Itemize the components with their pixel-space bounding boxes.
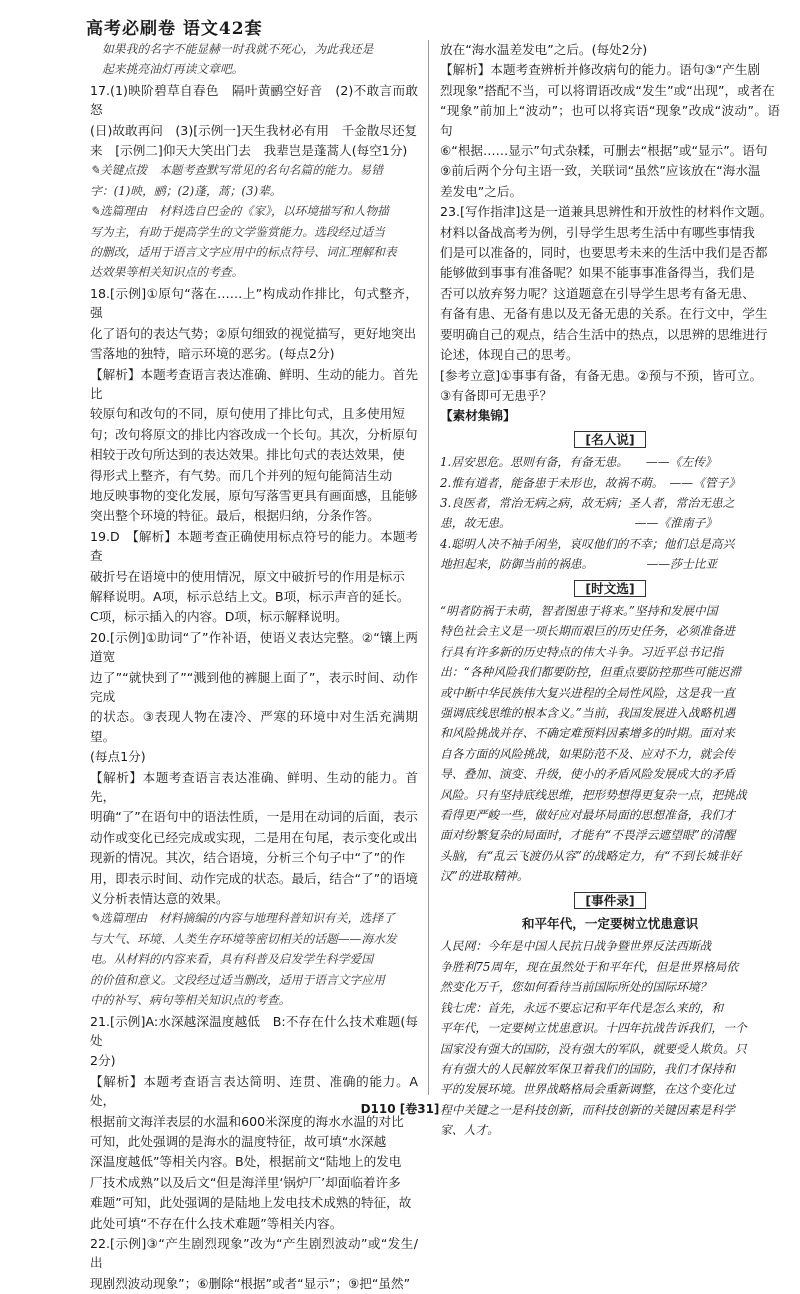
left-line: 中的补写、病句等相关知识点的考查。: [90, 993, 291, 1008]
right-line: 患，故无患。 ——《淮南子》: [440, 516, 718, 531]
left-line: 动作或变化已经完成或实现，二是用在句尾，表示变化或出: [90, 829, 418, 845]
right-line: 自各方面的风险挑战，如果防范不及、应对不力，就会传: [440, 746, 735, 761]
right-line: 看得更严峻一些，做好应对最坏局面的思想准备，我们才: [440, 808, 735, 823]
left-line: 2分): [90, 1053, 116, 1069]
left-line: 相较于改句所达到的表达效果。排比句式的表达效果，使: [90, 447, 405, 463]
right-line: 有有强大的人民解放军保卫着我们的国防，我们才保持和: [440, 1061, 735, 1076]
right-line: 强调底线思维的根本含义。”当前，我国发展进入战略机遇: [440, 706, 736, 720]
right-line: 争胜利75周年，现在虽然处于和平年代，但是世界格局依: [440, 959, 739, 974]
left-line: 义分析表情达意的效果。: [90, 891, 229, 907]
right-line: 地担起来，防御当前的祸患。 ——莎士比亚: [440, 557, 718, 572]
left-line: 17.(1)映阶碧草自春色 隔叶黄鹂空好音 (2)不敢言而敢怒: [90, 82, 418, 118]
right-line: 【解析】本题考查辨析并修改病句的能力。语句③“产生剧: [440, 62, 761, 78]
left-line: 较原句和改句的不同，原句使用了排比句式，且多使用短: [90, 406, 405, 422]
right-line: 差发电”之后。: [440, 183, 523, 199]
left-line: 字：(1)映，鹂；(2)蓬，蒿；(3)辈。: [90, 183, 282, 198]
right-line: ③有备即可无患乎？: [440, 387, 553, 403]
left-line: 得形式上整齐，有气势。而几个并列的短句能简洁生动: [90, 467, 393, 483]
left-line: C项，标示插入的内容。D项，标示解释说明。: [90, 609, 348, 625]
right-line: 们是可以准备的，同时，也要思考未来的生活中我们是否都: [440, 245, 768, 261]
left-line: 根据前文海洋表层的水温和600米深度的海水水温的对比: [90, 1113, 404, 1129]
right-line: 论述，体现自己的思考。: [440, 347, 579, 363]
left-line: 的价值和意义。文段经过适当删改，适用于语言文字应用: [90, 972, 385, 987]
left-line: 突出整个环境的特征。最后，根据归纳，分条作答。: [90, 508, 380, 524]
left-line: 电。从材料的内容来看，具有科普及启发学生科学爱国: [90, 952, 374, 967]
right-line: 【素材集锦】: [440, 408, 516, 424]
left-line: 21.[示例]A:水深越深温度越低 B:不存在什么技术难题(每处: [90, 1013, 418, 1048]
left-line: 化了语句的表达气势；②原句细致的视觉描写，更好地突出: [90, 325, 417, 341]
right-line: 材料以备战高考为例，引导学生思考生活中有哪些事情我: [440, 224, 755, 240]
right-line: “明者防祸于未萌，智者图患于将来。”坚持和发展中国: [440, 603, 718, 618]
left-line: 此处可填“不存在什么技术难题”等相关内容。: [90, 1215, 343, 1231]
left-line: 起来挑亮油灯再读文章吧。: [102, 62, 244, 77]
right-line: 钱七虎：首先，永远不要忘记和平年代是怎么来的，和: [440, 1000, 724, 1015]
left-line: ✎选篇理由 材料选自巴金的《家》，以环境描写和人物描: [90, 204, 389, 219]
right-line: 人民网：今年是中国人民抗日战争暨世界反法西斯战: [440, 939, 712, 954]
right-line: 3.良医者，常治无病之病，故无病；圣人者，常治无患之: [440, 495, 735, 510]
left-line: 解释说明。A项，标示总结上文。B项，标示声音的延长。: [90, 588, 410, 604]
right-line: “现象”前加上“波动”；也可以将宾语“现象”改成“波动”。语句: [440, 103, 780, 138]
left-line: 地反映事物的变化发展，原句写落雪更具有画面感，且能够: [90, 487, 418, 503]
left-line: 【解析】本题考查语言表达简明、连贯、准确的能力。A处，: [90, 1073, 418, 1109]
left-line: 的状态。③表现人物在凄冷、严寒的环境中对生活充满期望。: [90, 709, 418, 744]
right-line: 能够做到事事有准备呢？如果不能事事准备得当，我们是: [440, 265, 755, 281]
left-line: (每点1分): [90, 749, 146, 765]
right-line: 23.[写作指津]这是一道兼具思辨性和开放性的材料作文题。: [440, 204, 773, 220]
right-line: 要明确自己的观点，结合生活中的热点，以思辨的思维进行: [440, 326, 768, 342]
left-line: 深温度越低”等相关内容。B处，根据前文“陆地上的发电: [90, 1154, 402, 1170]
column-divider: [428, 40, 429, 1095]
right-line: 有备有患、无备有患以及无备无患的关系。在行文中，学生: [440, 306, 768, 322]
left-line: 用，即表示时间、动作完成的状态。最后，结合“了”的语境: [90, 870, 418, 886]
left-line: 如果我的名字不能显赫一时我就不死心，为此我还是: [102, 42, 374, 56]
left-line: 写为主，有助于提高学生的文学鉴赏能力。选段经过适当: [90, 224, 385, 239]
right-line: [参考立意]①事事有备，有备无患。②预与不预，皆可立。: [440, 367, 763, 383]
right-line: 风险。只有坚持底线思维，把形势想得更复杂一点，把挑战: [440, 787, 747, 802]
left-line: 与大气、环境、人类生存环境等密切相关的话题——海水发: [90, 931, 397, 946]
left-line: 厂技术成熟”以及后文“但是海洋里‘锅炉厂’却面临着许多: [90, 1174, 401, 1190]
right-line: 行具有许多新的历史特点的伟大斗争。习近平总书记指: [440, 644, 724, 659]
right-line: 程中关键之一是科技创新，而科技创新的关键因素是科学: [440, 1102, 735, 1117]
left-line: 【解析】本题考查语言表达准确、鲜明、生动的能力。首先比: [90, 366, 418, 401]
left-line: 18.[示例]①原句“落在……上”构成动作排比，句式整齐，强: [90, 285, 418, 321]
left-line: 现剧烈波动现象”；⑥删除“根据”或者“显示”；⑨把“虽然”: [90, 1275, 411, 1291]
right-line: 4.聪明人决不袖手闲坐，哀叹他们的不幸；他们总是高兴: [440, 536, 735, 551]
right-line: 平年代，一定要树立忧患意识。十四年抗战告诉我们，一个: [440, 1021, 747, 1036]
right-line: 2.惟有道者，能备患于未形也，故祸不萌。 ——《管子》: [440, 475, 741, 490]
left-line: 明确“了”在语句中的语法性质，一是用在动词的后面，表示: [90, 809, 418, 825]
right-line: 家、人才。: [440, 1123, 499, 1138]
right-column: [440, 40, 780, 1142]
right-line: 特色社会主义是一项长期而艰巨的历史任务，必须准备进: [440, 624, 735, 639]
left-line: ✎关键点拨 本题考查默写常见的名句名篇的能力。易错: [90, 163, 384, 178]
left-line: 句；改句将原文的排比内容改成一个长句。其次，分析原句: [90, 426, 418, 442]
left-line: 19.D 【解析】本题考查正确使用标点符号的能力。本题考查: [90, 528, 418, 564]
left-line: 达效果等相关知识点的考查。: [90, 265, 244, 280]
right-line: ⑥“根据……显示”句式杂糅，可删去“根据”或“显示”。语句: [440, 143, 768, 159]
right-line: 然变化万千，您如何看待当前国际所处的国际环境？: [440, 980, 712, 995]
page-header: 高考必刷卷 语文42套: [86, 19, 263, 39]
left-line: 的删改，适用于语言文字应用中的标点符号、词汇理解和表: [90, 245, 397, 260]
right-line: [事件录]: [440, 891, 780, 910]
left-line: ✎选篇理由 材料摘编的内容与地理科普知识有关，选择了: [90, 911, 395, 926]
right-line: 面对纷繁复杂的局面时，才能有“不畏浮云遮望眼”的清醒: [440, 828, 736, 843]
left-line: 现新的情况。其次，结合语境，分析三个句子中“了”的作: [90, 850, 406, 866]
left-line: 可知，此处强调的是海水的温度特征，故可填“水深越: [90, 1133, 387, 1149]
right-line: 汉”的进取精神。: [440, 869, 529, 884]
left-line: 来 [示例二]仰天大笑出门去 我辈岂是蓬蒿人(每空1分): [90, 143, 408, 159]
left-line: 20.[示例]①助词“了”作补语，使语义表达完整。②“镶上两道宽: [90, 629, 418, 665]
right-line: 和风险挑战并存、不确定难预料因素增多的时期。面对来: [440, 726, 735, 741]
right-line: [时文选]: [440, 579, 780, 598]
right-line: 出：“各种风险我们都要防控，但重点要防控那些可能迟滞: [440, 665, 741, 680]
right-line: 国家没有强大的国防，没有强大的军队，就要受人欺负。只: [440, 1041, 747, 1056]
right-line: 否可以放弃努力呢？这道题意在引导学生思考有备无患、: [440, 285, 755, 301]
right-line: 烈现象”搭配不当，可以将谓语改成“发生”或“出现”，或者在: [440, 82, 775, 98]
left-line: 【解析】本题考查语言表达准确、鲜明、生动的能力。首先，: [90, 769, 418, 805]
right-line: 放在“海水温差发电”之后。(每处2分): [440, 42, 648, 57]
page-footer: D110 [卷31]: [360, 1102, 440, 1116]
right-line: 导、叠加、演变、升级，使小的矛盾风险发展成大的矛盾: [440, 767, 735, 782]
left-line: 破折号在语境中的使用情况，原文中破折号的作用是标示: [90, 568, 405, 584]
right-line: 或中断中华民族伟大复兴进程的全局性风险，这是我一直: [440, 685, 735, 700]
right-line: [名人说]: [440, 430, 780, 449]
left-line: 边了”“就快到了”“溅到他的裤腿上面了”，表示时间、动作完成: [90, 669, 418, 704]
left-line: 难题”可知，此处强调的是陆地上发电技术成熟的特征，故: [90, 1195, 412, 1211]
right-line: 头脑，有“乱云飞渡仍从容”的战略定力，有“不到长城非好: [440, 848, 742, 863]
right-line: 平的发展环境。世界战略格局会重新调整，在这个变化过: [440, 1082, 735, 1097]
right-line: 和平年代，一定要树立忧患意识: [521, 916, 699, 932]
left-line: 22.[示例]③“产生剧烈现象”改为“产生剧烈波动”或“发生/出: [90, 1235, 418, 1271]
right-line: 1.居安思危。思则有备，有备无患。 ——《左传》: [440, 455, 717, 470]
left-line: 雪落地的独特，暗示环境的恶劣。(每点2分): [90, 346, 335, 362]
right-line: ⑨前后两个分句主语一致，关联词“虽然”应该放在“海水温: [440, 163, 761, 179]
left-line: (日)故敢再问 (3)[示例一]天生我材必有用 千金散尽还复: [90, 122, 418, 138]
